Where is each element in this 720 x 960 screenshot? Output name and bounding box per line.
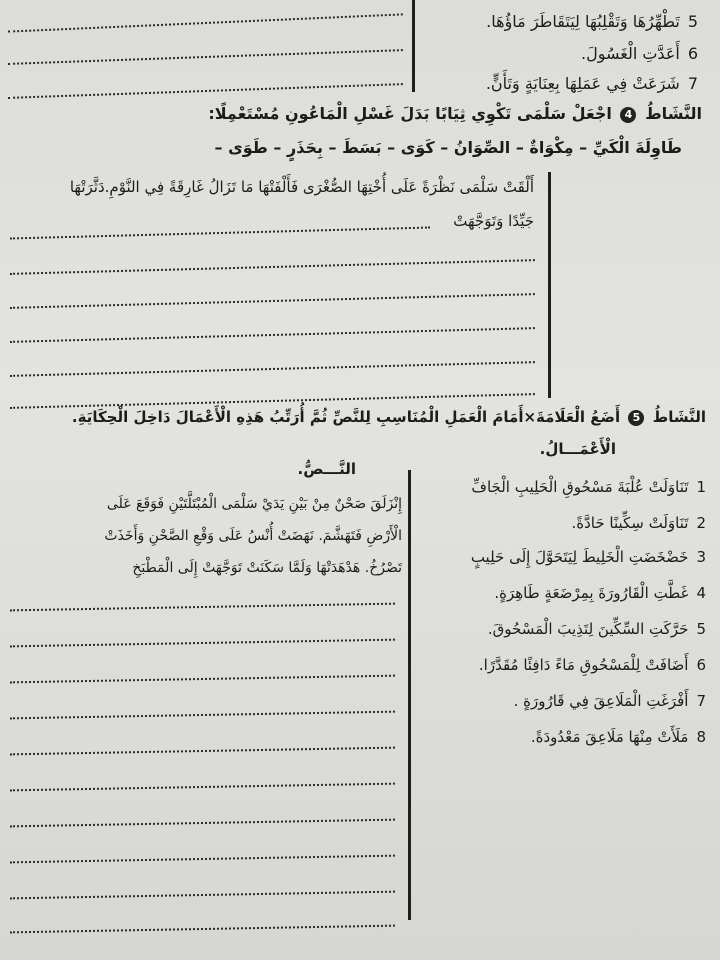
answer-line[interactable] bbox=[10, 819, 395, 828]
answer-line[interactable] bbox=[10, 361, 535, 377]
list-item[interactable]: 2تَنَاوَلَتْ سِكِّينًا حَادَّةً. bbox=[571, 514, 706, 532]
story-text: إِنْزَلَقَ صَحْنٌ مِنْ بَيْنِ يَدَيْ سَلْمَى الْمُبْتَلَّتَيْنِ فَوَقَعَ عَلَى الْأَرْضِ فَتَهَشَّمَ. نَهَضَتْ أُنْسُ عَلَى وَقْعِ الصَّحْنِ وَأَخَذَتْ تَصْرُخُ. هَدْهَدَتْهَا وَلَمَّا سَكَنَتْ تَوَجَّهَتْ إِلَى الْمَطْبَخِ bbox=[104, 496, 402, 576]
activity-instruction: أَضَعُ الْعَلَامَةَ×أَمَامَ الْعَمَلِ الْمُنَاسِبِ لِلنَّصِّ ثُمَّ أُرَتِّبُ هَذِهِ الْأَعْمَالَ دَاخِلَ الْحِكَايَةِ. bbox=[71, 408, 621, 426]
prompt-text: جَيِّدًا وَتَوَجَّهَتْ bbox=[453, 212, 534, 230]
activity-5-heading bbox=[6, 408, 706, 426]
answer-line[interactable] bbox=[10, 783, 395, 792]
answer-line[interactable] bbox=[10, 639, 395, 648]
list-item[interactable]: 5حَرَّكَتِ السِّكِّينَ لِتَذِيبَ الْمَسْحُوقَ. bbox=[487, 620, 706, 638]
list-item: 7شَرَعَتْ فِي عَمَلِهَا بِعِنَايَةٍ وَتَأَنٍّ. bbox=[485, 74, 698, 93]
prompt-text: أَلْقَتْ سَلْمَى نَظْرَةً عَلَى أُخْتِهَا الصُّغْرَى فَأَلْفَتْهَا مَا تَزَالُ غَارِقَةً فِي النَّوْمِ.دَثَّرَتْهَا bbox=[69, 178, 534, 196]
activity-instruction: اجْعَلْ سَلْمَى تَكْوِي ثِيَابًا بَدَلَ غَسْلِ الْمَاعُونِ مُسْتَعْمِلًا: bbox=[208, 104, 612, 123]
number-badge-icon: 4 bbox=[620, 107, 636, 123]
word-bank: طَاوِلَةَ الْكَيِّ – مِكْوَاةٌ – الصِّوَانُ – كَوَى – بَسَطَ – بِحَذَرٍ – طَوَى – bbox=[214, 138, 682, 157]
list-item: 5تَطْهِّرُهَا وَتَقْلِبُهَا لِيَتَقَاطَرَ مَاؤُهَا. bbox=[486, 12, 698, 31]
list-item[interactable]: 3خَضْخَضَتِ الْخَلِيطَ لِيَتَحَوَّلَ إِلَى حَلِيبٍ bbox=[470, 548, 706, 566]
activity-label: النَّشَاطُ bbox=[652, 408, 706, 426]
text-heading: النَّـــصُّ. bbox=[297, 460, 356, 478]
answer-line[interactable] bbox=[10, 603, 395, 612]
answer-line[interactable] bbox=[10, 891, 395, 900]
list-item[interactable]: 6أَضَافَتْ لِلْمَسْحُوقِ مَاءً دَافِئًا مُقَدَّرًا. bbox=[478, 656, 706, 674]
answer-line[interactable] bbox=[10, 675, 395, 684]
column-divider bbox=[408, 470, 411, 920]
answer-line[interactable] bbox=[10, 855, 395, 864]
answer-line[interactable] bbox=[10, 393, 535, 409]
answer-line[interactable] bbox=[10, 711, 395, 720]
list-item: 6أَعَدَّتِ الْغَسُولَ. bbox=[580, 44, 698, 63]
list-item[interactable]: 4غَطَّتِ الْقَارُورَةَ بِمِرْضَعَةٍ طَاهِرَةٍ. bbox=[494, 584, 706, 602]
activity-4-heading bbox=[12, 104, 702, 123]
list-item[interactable]: 7أَفْرَغَتِ الْمَلَاعِقَ فِي قَارُورَةٍ . bbox=[513, 692, 706, 710]
activity-label: النَّشَاطُ bbox=[645, 104, 702, 123]
answer-line[interactable] bbox=[10, 327, 535, 343]
answer-line[interactable] bbox=[8, 83, 403, 99]
actions-heading: الْأَعْمَـــالُ. bbox=[539, 440, 616, 458]
answer-line[interactable] bbox=[8, 13, 403, 32]
number-badge-icon: 5 bbox=[628, 410, 644, 426]
column-divider bbox=[412, 0, 415, 92]
list-item[interactable]: 1تَنَاوَلَتْ عُلْبَةَ مَسْحُوقِ الْحَلِيبِ الْجَافِّ bbox=[471, 478, 706, 496]
answer-line[interactable] bbox=[8, 49, 403, 65]
column-divider bbox=[548, 172, 551, 398]
answer-line[interactable] bbox=[10, 925, 395, 934]
list-item[interactable]: 8مَلَأَتْ مِنْهَا مَلَاعِقَ مَعْدُودَةً. bbox=[530, 728, 706, 746]
answer-line[interactable] bbox=[10, 747, 395, 756]
answer-line[interactable] bbox=[10, 293, 535, 309]
answer-line[interactable] bbox=[10, 259, 535, 275]
